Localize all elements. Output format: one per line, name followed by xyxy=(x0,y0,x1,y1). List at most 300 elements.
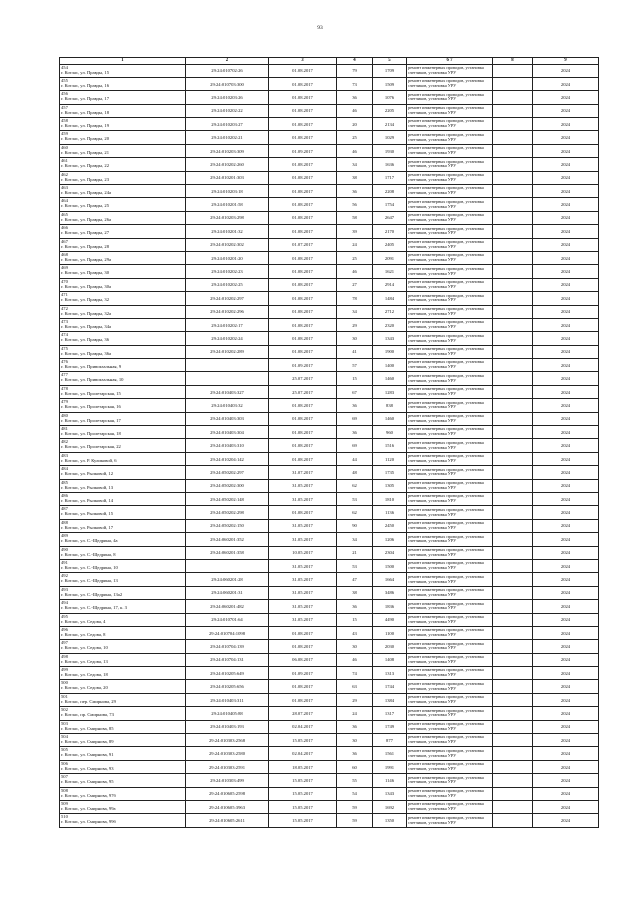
address-cell xyxy=(60,318,186,331)
survey-date: 01.08.2017 xyxy=(269,64,337,77)
wear-value: 46 xyxy=(337,104,373,117)
planned-year: 2024 xyxy=(533,600,599,613)
planned-year: 2024 xyxy=(533,680,599,693)
planned-year: 2024 xyxy=(533,559,599,572)
wear-value: 30 xyxy=(337,640,373,653)
row-number: 501 xyxy=(61,693,68,699)
work-type: ремонт инженерных проводов, установка счетчиков, установка УРУ xyxy=(407,131,493,144)
row-number: 493 xyxy=(61,586,68,592)
address-cell xyxy=(60,707,186,720)
wear-value: 59 xyxy=(337,814,373,827)
area-value: 2405 xyxy=(373,238,407,251)
wear-value: 36 xyxy=(337,720,373,733)
wear-value: 38 xyxy=(337,586,373,599)
row-number: 469 xyxy=(61,265,68,271)
cadastral-number: 29:24:010605:2611 xyxy=(186,814,269,827)
work-type: ремонт инженерных проводов, установка счетчиков, установка УРУ xyxy=(407,707,493,720)
cadastral-number: 29:24:010202:17 xyxy=(186,318,269,331)
address: г. Котлас, пр. Смирнова, 73 xyxy=(61,712,114,718)
row-number: 505 xyxy=(61,747,68,753)
address-cell xyxy=(60,171,186,184)
row-number: 479 xyxy=(61,399,68,405)
work-type: ремонт инженерных проводов, установка счетчиков, установка УРУ xyxy=(407,399,493,412)
planned-year: 2024 xyxy=(533,613,599,626)
survey-date: 31.05.2017 xyxy=(269,519,337,532)
wear-value: 62 xyxy=(337,506,373,519)
survey-date: 31.05.2017 xyxy=(269,573,337,586)
table-row xyxy=(60,118,599,131)
note-cell xyxy=(493,305,533,318)
area-value: 3486 xyxy=(373,586,407,599)
address: г. Котлас, ул. Рылковой, 14 xyxy=(61,498,113,503)
table-row xyxy=(60,653,599,666)
table-row xyxy=(60,667,599,680)
table-row xyxy=(60,734,599,747)
planned-year: 2024 xyxy=(533,626,599,639)
table-row xyxy=(60,479,599,492)
table-row xyxy=(60,774,599,787)
planned-year: 2024 xyxy=(533,305,599,318)
note-cell xyxy=(493,211,533,224)
cadastral-number: 29:24:010704:131 xyxy=(186,653,269,666)
row-number: 500 xyxy=(61,680,68,686)
planned-year: 2024 xyxy=(533,385,599,398)
table-row xyxy=(60,144,599,157)
address-cell xyxy=(60,479,186,492)
work-type: ремонт инженерных проводов, установка счетчиков, установка УРУ xyxy=(407,493,493,506)
col-7-label: 7 xyxy=(450,58,453,64)
row-number: 487 xyxy=(61,506,68,512)
address: г. Котлас, ул. Пролетарская, 18 xyxy=(61,431,121,437)
table-row xyxy=(60,573,599,586)
address: г. Котлас, ул. Правды, 16 xyxy=(61,82,109,88)
area-value: 1317 xyxy=(373,707,407,720)
note-cell xyxy=(493,318,533,331)
note-cell xyxy=(493,760,533,773)
wear-value: 74 xyxy=(337,667,373,680)
table-row xyxy=(60,359,599,372)
note-cell xyxy=(493,600,533,613)
address-cell xyxy=(60,546,186,559)
survey-date: 01.08.2017 xyxy=(269,345,337,358)
cadastral-number: 29:24:050202:148 xyxy=(186,493,269,506)
note-cell xyxy=(493,399,533,412)
area-value: 1621 xyxy=(373,265,407,278)
table-row xyxy=(60,278,599,291)
cadastral-number xyxy=(186,559,269,572)
wear-value: 63 xyxy=(337,680,373,693)
area-value: 2647 xyxy=(373,211,407,224)
cadastral-number: 29:24:060201:482 xyxy=(186,600,269,613)
address: г. Котлас, ул. Правды, 30а xyxy=(61,283,112,289)
row-number: 478 xyxy=(61,385,68,391)
address-cell xyxy=(60,345,186,358)
note-cell xyxy=(493,64,533,77)
wear-value: 24 xyxy=(337,238,373,251)
planned-year: 2024 xyxy=(533,693,599,706)
planned-year: 2024 xyxy=(533,171,599,184)
row-number: 461 xyxy=(61,158,68,164)
note-cell xyxy=(493,559,533,572)
planned-year: 2024 xyxy=(533,452,599,465)
survey-date: 01.08.2017 xyxy=(269,91,337,104)
cadastral-number: 29:24:010403:303 xyxy=(186,412,269,425)
area-value: 1460 xyxy=(373,372,407,385)
cadastral-number: 29:24:010205:649 xyxy=(186,667,269,680)
cadastral-number: 29:24:010204:142 xyxy=(186,452,269,465)
area-value: 1749 xyxy=(373,720,407,733)
area-value: 1930 xyxy=(373,144,407,157)
address: г. Котлас, ул. Правды, 20 xyxy=(61,136,109,142)
area-value: 1206 xyxy=(373,533,407,546)
address: г. Котлас, ул. Правды, 26а xyxy=(61,216,112,222)
area-value: 1484 xyxy=(373,292,407,305)
address-cell xyxy=(60,452,186,465)
wear-value: 73 xyxy=(337,77,373,90)
cadastral-number: 29:24:010202:22 xyxy=(186,104,269,117)
address-cell xyxy=(60,64,186,77)
note-cell xyxy=(493,238,533,251)
cadastral-number: 29:24:010203:27 xyxy=(186,118,269,131)
planned-year: 2024 xyxy=(533,640,599,653)
wear-value: 34 xyxy=(337,305,373,318)
address: г. Котлас, ул. Правды, 36 xyxy=(61,337,109,343)
address-cell xyxy=(60,439,186,452)
table-row xyxy=(60,600,599,613)
cadastral-number: 29:24:010201:20 xyxy=(186,251,269,264)
work-type: ремонт инженерных проводов, установка счетчиков, установка УРУ xyxy=(407,305,493,318)
survey-date: 31.05.2017 xyxy=(269,493,337,506)
wear-value: 29 xyxy=(337,693,373,706)
survey-date: 01.08.2017 xyxy=(269,412,337,425)
cadastral-number: 29:24:050202:300 xyxy=(186,479,269,492)
address-cell xyxy=(60,586,186,599)
row-number: 504 xyxy=(61,734,68,740)
address: г. Котлас, ул. Правды, 32 xyxy=(61,297,109,303)
cadastral-number: 29:24:060201:31 xyxy=(186,586,269,599)
row-number: 457 xyxy=(61,104,68,110)
address: г. Котлас, ул. Правды, 30 xyxy=(61,270,109,276)
work-type: ремонт инженерных проводов, установка счетчиков, установка УРУ xyxy=(407,734,493,747)
planned-year: 2024 xyxy=(533,185,599,198)
address-cell xyxy=(60,774,186,787)
work-type: ремонт инженерных проводов, установка счетчиков, установка УРУ xyxy=(407,573,493,586)
address-cell xyxy=(60,238,186,251)
row-number: 507 xyxy=(61,774,68,780)
work-type: ремонт инженерных проводов, установка счетчиков, установка УРУ xyxy=(407,265,493,278)
address-cell xyxy=(60,158,186,171)
wear-value: 69 xyxy=(337,412,373,425)
address-cell xyxy=(60,385,186,398)
work-type: ремонт инженерных проводов, установка счетчиков, установка УРУ xyxy=(407,693,493,706)
table-row xyxy=(60,452,599,465)
address-cell xyxy=(60,720,186,733)
row-number: 474 xyxy=(61,332,68,338)
planned-year: 2024 xyxy=(533,77,599,90)
table-row xyxy=(60,519,599,532)
note-cell xyxy=(493,747,533,760)
note-cell xyxy=(493,426,533,439)
area-value: 1735 xyxy=(373,466,407,479)
planned-year: 2024 xyxy=(533,506,599,519)
cadastral-number: 29:24:010202:21 xyxy=(186,131,269,144)
address-cell xyxy=(60,412,186,425)
table-row xyxy=(60,318,599,331)
table-row xyxy=(60,533,599,546)
area-value: 1709 xyxy=(373,64,407,77)
address-cell xyxy=(60,372,186,385)
table-row xyxy=(60,385,599,398)
wear-value: 48 xyxy=(337,466,373,479)
work-type: ремонт инженерных проводов, установка счетчиков, установка УРУ xyxy=(407,318,493,331)
row-number: 454 xyxy=(61,64,68,70)
cadastral-number: 29:24:010202:23 xyxy=(186,265,269,278)
table-row xyxy=(60,586,599,599)
survey-date: 01.08.2017 xyxy=(269,640,337,653)
note-cell xyxy=(493,774,533,787)
address-cell xyxy=(60,533,186,546)
survey-date: 06.08.2017 xyxy=(269,653,337,666)
cadastral-number: 29:24:050202:297 xyxy=(186,466,269,479)
address-cell xyxy=(60,493,186,506)
cadastral-number: 29:24:010202:289 xyxy=(186,345,269,358)
row-number: 467 xyxy=(61,238,68,244)
wear-value: 21 xyxy=(337,546,373,559)
work-type: ремонт инженерных проводов, установка счетчиков, установка УРУ xyxy=(407,800,493,813)
area-value: 1313 xyxy=(373,667,407,680)
work-type: ремонт инженерных проводов, установка счетчиков, установка УРУ xyxy=(407,372,493,385)
area-value: 1283 xyxy=(373,385,407,398)
address: г. Котлас, ул. Смирнова, 89 xyxy=(61,739,114,745)
address-cell xyxy=(60,787,186,800)
address: г. Котлас, ул. Смирнова, 93 xyxy=(61,765,114,771)
planned-year: 2024 xyxy=(533,479,599,492)
address-cell xyxy=(60,573,186,586)
work-type: ремонт инженерных проводов, установка счетчиков, установка УРУ xyxy=(407,412,493,425)
address-cell xyxy=(60,653,186,666)
wear-value: 58 xyxy=(337,211,373,224)
address-cell xyxy=(60,185,186,198)
work-type: ремонт инженерных проводов, установка счетчиков, установка УРУ xyxy=(407,185,493,198)
planned-year: 2024 xyxy=(533,774,599,787)
work-type: ремонт инженерных проводов, установка счетчиков, установка УРУ xyxy=(407,626,493,639)
note-cell xyxy=(493,493,533,506)
work-type: ремонт инженерных проводов, установка счетчиков, установка УРУ xyxy=(407,787,493,800)
note-cell xyxy=(493,800,533,813)
note-cell xyxy=(493,118,533,131)
address-cell xyxy=(60,734,186,747)
row-number: 462 xyxy=(61,171,68,177)
area-value: 1509 xyxy=(373,77,407,90)
address: г. Котлас, ул. Седова, 10 xyxy=(61,645,108,651)
table-row xyxy=(60,707,599,720)
row-number: 481 xyxy=(61,426,68,432)
work-type: ремонт инженерных проводов, установка счетчиков, установка УРУ xyxy=(407,466,493,479)
survey-date: 01.08.2017 xyxy=(269,211,337,224)
survey-date: 01.09.2017 xyxy=(269,667,337,680)
row-number: 499 xyxy=(61,667,68,673)
row-number: 475 xyxy=(61,345,68,351)
work-type: ремонт инженерных проводов, установка счетчиков, установка УРУ xyxy=(407,506,493,519)
area-value: 2170 xyxy=(373,225,407,238)
survey-date: 02.04.2017 xyxy=(269,747,337,760)
planned-year: 2024 xyxy=(533,332,599,345)
table-row xyxy=(60,787,599,800)
survey-date: 01.08.2017 xyxy=(269,680,337,693)
cadastral-number: 29:24:010203:18 xyxy=(186,185,269,198)
row-number: 494 xyxy=(61,600,68,606)
planned-year: 2024 xyxy=(533,359,599,372)
survey-date: 01.08.2017 xyxy=(269,318,337,331)
address-cell xyxy=(60,265,186,278)
row-number: 497 xyxy=(61,640,68,646)
survey-date: 01.08.2017 xyxy=(269,399,337,412)
area-value: 1991 xyxy=(373,760,407,773)
cadastral-number: 29:24:050202:150 xyxy=(186,519,269,532)
table-row xyxy=(60,800,599,813)
survey-date: 15.05.2017 xyxy=(269,814,337,827)
area-value: 1305 xyxy=(373,479,407,492)
cadastral-number xyxy=(186,359,269,372)
table-row xyxy=(60,332,599,345)
planned-year: 2024 xyxy=(533,265,599,278)
address: г. Котлас, ул. Смирнова, 99а xyxy=(61,805,116,811)
survey-date: 01.08.2017 xyxy=(269,171,337,184)
cadastral-number: 29:24:010303:499 xyxy=(186,774,269,787)
cadastral-number: 29:24:010203:26 xyxy=(186,91,269,104)
address: г. Котлас, ул. Правды, 28 xyxy=(61,243,109,249)
area-value: 1343 xyxy=(373,332,407,345)
survey-date: 01.08.2017 xyxy=(269,265,337,278)
work-type: ремонт инженерных проводов, установка счетчиков, установка УРУ xyxy=(407,439,493,452)
area-value: 1136 xyxy=(373,506,407,519)
row-number: 468 xyxy=(61,251,68,257)
planned-year: 2024 xyxy=(533,345,599,358)
note-cell xyxy=(493,452,533,465)
wear-value: 46 xyxy=(337,653,373,666)
address: г. Котлас, ул. Правды, 27 xyxy=(61,230,109,236)
work-type: ремонт инженерных проводов, установка счетчиков, установка УРУ xyxy=(407,77,493,90)
work-type: ремонт инженерных проводов, установка счетчиков, установка УРУ xyxy=(407,292,493,305)
table-row xyxy=(60,399,599,412)
cadastral-number: 29:24:010202:260 xyxy=(186,158,269,171)
col-8-header: 8 xyxy=(493,58,533,65)
cadastral-number: 29:24:010201:303 xyxy=(186,171,269,184)
wear-value: 36 xyxy=(337,185,373,198)
row-number: 503 xyxy=(61,720,68,726)
table-row xyxy=(60,493,599,506)
address: г. Котлас, ул. Седова, 20 xyxy=(61,685,108,691)
planned-year: 2024 xyxy=(533,573,599,586)
note-cell xyxy=(493,265,533,278)
work-type: ремонт инженерных проводов, установка счетчиков, установка УРУ xyxy=(407,653,493,666)
address-cell xyxy=(60,359,186,372)
planned-year: 2024 xyxy=(533,720,599,733)
address-cell xyxy=(60,118,186,131)
planned-year: 2024 xyxy=(533,814,599,827)
cadastral-number: 29:24:010405:88 xyxy=(186,707,269,720)
address-cell xyxy=(60,91,186,104)
work-type: ремонт инженерных проводов, установка счетчиков, установка УРУ xyxy=(407,171,493,184)
address: г. Котлас, ул. Смирнова, 97б xyxy=(61,792,116,798)
survey-date: 01.08.2017 xyxy=(269,305,337,318)
table-row xyxy=(60,251,599,264)
survey-date: 01.08.2017 xyxy=(269,426,337,439)
planned-year: 2024 xyxy=(533,399,599,412)
work-type: ремонт инженерных проводов, установка счетчиков, установка УРУ xyxy=(407,158,493,171)
row-number: 486 xyxy=(61,493,68,498)
work-type: ремонт инженерных проводов, установка счетчиков, установка УРУ xyxy=(407,452,493,465)
cadastral-number: 29:24:010704:139 xyxy=(186,640,269,653)
planned-year: 2024 xyxy=(533,747,599,760)
cadastral-number: 29:24:010403:304 xyxy=(186,426,269,439)
cadastral-number: 29:24:060201:358 xyxy=(186,546,269,559)
note-cell xyxy=(493,359,533,372)
survey-date: 25.07.2017 xyxy=(269,372,337,385)
table-row xyxy=(60,238,599,251)
planned-year: 2024 xyxy=(533,426,599,439)
table-row xyxy=(60,720,599,733)
area-value: 1500 xyxy=(373,559,407,572)
cadastral-number: 29:24:010701:64 xyxy=(186,613,269,626)
table-row xyxy=(60,640,599,653)
cadastral-number: 29:24:010704:1098 xyxy=(186,626,269,639)
planned-year: 2024 xyxy=(533,251,599,264)
planned-year: 2024 xyxy=(533,760,599,773)
survey-date: 01.08.2017 xyxy=(269,198,337,211)
row-number: 477 xyxy=(61,372,68,378)
note-cell xyxy=(493,787,533,800)
address-cell xyxy=(60,600,186,613)
area-value: 1754 xyxy=(373,198,407,211)
table-row xyxy=(60,292,599,305)
area-value: 1744 xyxy=(373,680,407,693)
note-cell xyxy=(493,144,533,157)
note-cell xyxy=(493,667,533,680)
area-value: 1561 xyxy=(373,747,407,760)
note-cell xyxy=(493,439,533,452)
survey-date: 31.05.2017 xyxy=(269,600,337,613)
area-value: 2205 xyxy=(373,104,407,117)
work-type: ремонт инженерных проводов, установка счетчиков, установка УРУ xyxy=(407,600,493,613)
cadastral-number: 29:24:010205:656 xyxy=(186,680,269,693)
planned-year: 2024 xyxy=(533,412,599,425)
survey-date: 25.07.2017 xyxy=(269,385,337,398)
area-value: 1692 xyxy=(373,800,407,813)
area-value: 1384 xyxy=(373,693,407,706)
wear-value: 15 xyxy=(337,613,373,626)
address-cell xyxy=(60,77,186,90)
address: г. Котлас, ул. Р. Куликовой, 6 xyxy=(61,457,117,463)
row-number: 459 xyxy=(61,131,68,137)
planned-year: 2024 xyxy=(533,198,599,211)
cadastral-number: 29:24:010703:300 xyxy=(186,77,269,90)
note-cell xyxy=(493,104,533,117)
wear-value: 69 xyxy=(337,439,373,452)
address-cell xyxy=(60,693,186,706)
row-number: 480 xyxy=(61,412,68,418)
planned-year: 2024 xyxy=(533,211,599,224)
cadastral-number: 29:24:060201:352 xyxy=(186,533,269,546)
area-value: 1664 xyxy=(373,573,407,586)
col-4-header: 4 xyxy=(337,58,373,65)
planned-year: 2024 xyxy=(533,131,599,144)
area-value: 1120 xyxy=(373,452,407,465)
survey-date: 01.08.2017 xyxy=(269,225,337,238)
area-value: 1636 xyxy=(373,158,407,171)
survey-date: 01.08.2017 xyxy=(269,278,337,291)
area-value: 2914 xyxy=(373,278,407,291)
